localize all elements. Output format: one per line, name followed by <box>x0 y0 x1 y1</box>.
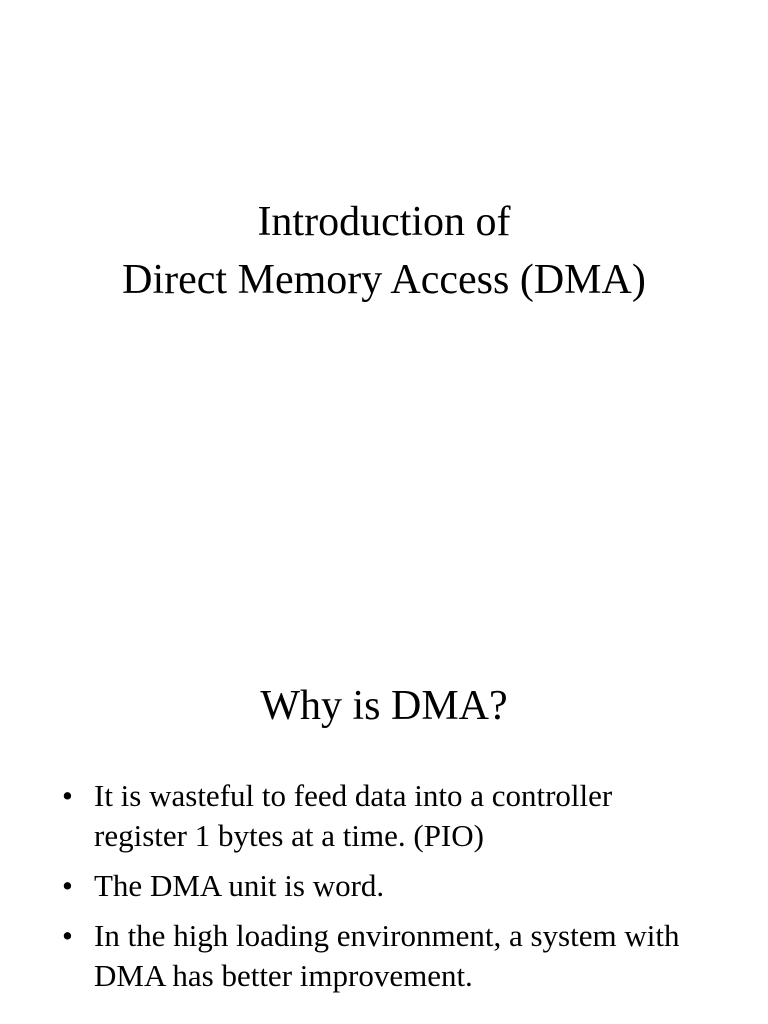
slide-title <box>0 681 768 731</box>
title-text: Why is DMA? <box>260 683 508 729</box>
slide-title <box>0 193 768 309</box>
bullet-item <box>62 866 702 906</box>
title-line-1: Introduction of <box>257 199 511 245</box>
bullet-list <box>62 776 702 1006</box>
bullet-marker: • <box>62 778 73 813</box>
bullet-marker: • <box>62 868 73 903</box>
title-line-2: Direct Memory Access (DMA) <box>122 257 646 303</box>
slide-why-dma <box>0 512 768 1024</box>
bullet-text: In the high loading environment, a system with DMA has better improvement. <box>94 918 680 993</box>
bullet-item <box>62 776 702 856</box>
bullet-item <box>62 916 702 996</box>
bullet-text: The DMA unit is word. <box>94 868 385 903</box>
bullet-text: It is wasteful to feed data into a controller register 1 bytes at a time. (PIO) <box>94 778 613 853</box>
bullet-marker: • <box>62 918 73 953</box>
